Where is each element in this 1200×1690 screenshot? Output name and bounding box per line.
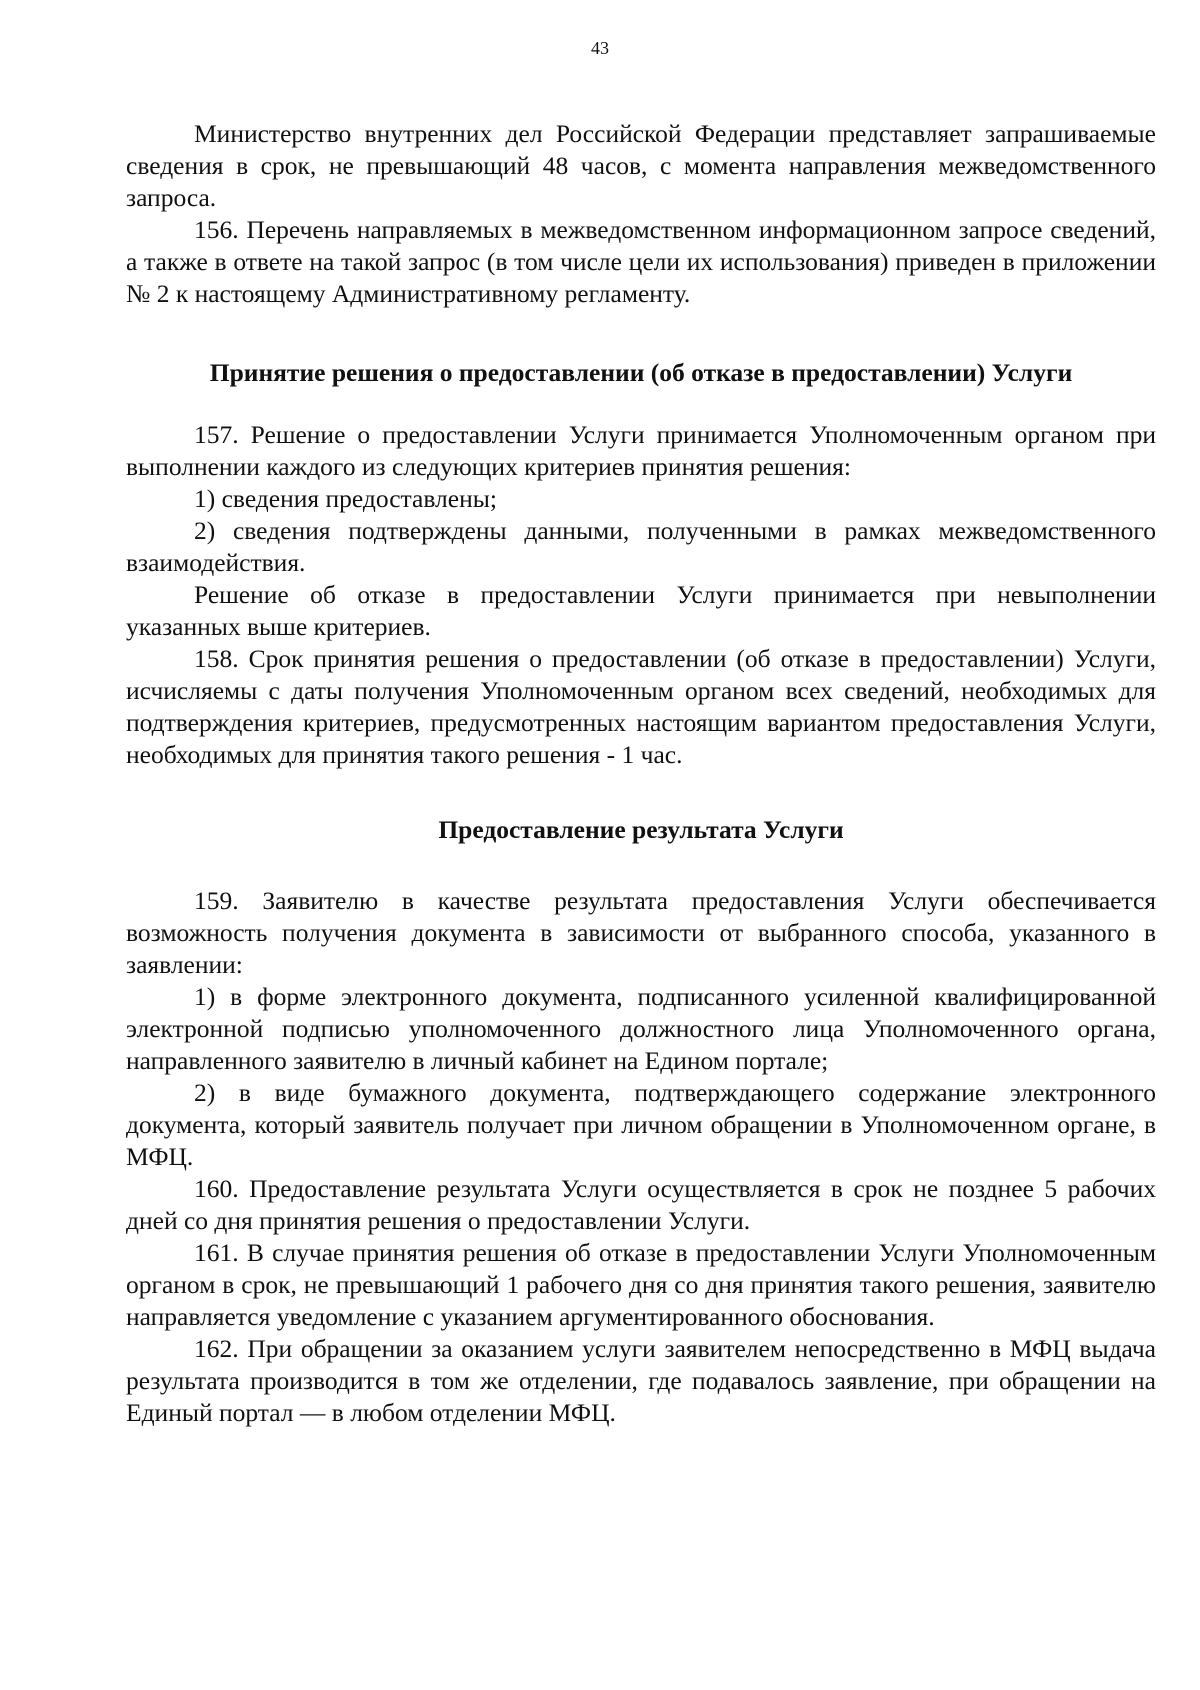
spacer — [126, 846, 1156, 885]
paragraph-159: 159. Заявителю в качестве результата предоставления Услуги обеспечивается возможность получения документа в зависимости от выбранного способа, указанного в заявлении: — [126, 886, 1156, 979]
list-item-159-2: 2) в виде бумажного документа, подтверждающего содержание электронного документа, который заявитель получает при личном обращении в Уполномоченном органе, в МФЦ. — [126, 1078, 1156, 1171]
list-item-157-1: 1) сведения предоставлены; — [194, 484, 497, 513]
section-heading-decision: Принятие решения о предоставлении (об отказе в предоставлении) Услуги — [209, 358, 1073, 387]
paragraph-157: 157. Решение о предоставлении Услуги принимается Уполномоченным органом при выполнении каждого из следующих критериев принятия решения: — [126, 420, 1156, 481]
page-number: 43 — [591, 38, 609, 58]
section-heading-result: Предоставление результата Услуги — [438, 815, 844, 844]
paragraph-160: 160. Предоставление результата Услуги осуществляется в срок не позднее 5 рабочих дней со дня принятия решения о предоставлении Услуги. — [126, 1174, 1156, 1235]
paragraph-mvd-response: Министерство внутренних дел Российской Федерации представляет запрашиваемые сведения в срок, не превышающий 48 часов, с момента направления межведомственного запроса. — [126, 119, 1156, 212]
spacer — [126, 310, 1156, 357]
paragraph-162: 162. При обращении за оказанием услуги заявителем непосредственно в МФЦ выдача результата производится в том же отделении, где подавалось заявление, при обращении на Единый портал — в любом отделении МФЦ. — [126, 1334, 1156, 1427]
paragraph-156: 156. Перечень направляемых в межведомственном информационном запросе сведений, а также в ответе на такой запрос (в том числе цели их использования) приведен в приложении № 2 к настоящему Административному регламенту. — [126, 215, 1156, 308]
list-item-157-2: 2) сведения подтверждены данными, полученными в рамках межведомственного взаимодействия. — [126, 516, 1156, 577]
paragraph-refusal-decision: Решение об отказе в предоставлении Услуги принимается при невыполнении указанных выше критериев. — [126, 580, 1156, 641]
paragraph-161: 161. В случае принятия решения об отказе в предоставлении Услуги Уполномоченным органом в срок, не превышающий 1 рабочего дня со дня принятия такого решения, заявителю направляется уведомление с указанием аргументированного обоснования. — [126, 1238, 1156, 1331]
spacer — [126, 389, 1156, 419]
document-body — [126, 118, 1156, 1429]
list-item-159-1: 1) в форме электронного документа, подписанного усиленной квалифицированной электронной подписью уполномоченного должностного лица Уполномоченного органа, направленного заявителю в личный кабинет на Едином портале; — [126, 982, 1156, 1075]
paragraph-158: 158. Срок принятия решения о предоставлении (об отказе в предоставлении) Услуги, исчисляемы с даты получения Уполномоченным органом всех сведений, необходимых для подтверждения критериев, предусмотренных настоящим вариантом предоставления Услуги, необходимых для принятия такого решения - 1 час. — [126, 644, 1156, 769]
spacer — [126, 771, 1156, 814]
